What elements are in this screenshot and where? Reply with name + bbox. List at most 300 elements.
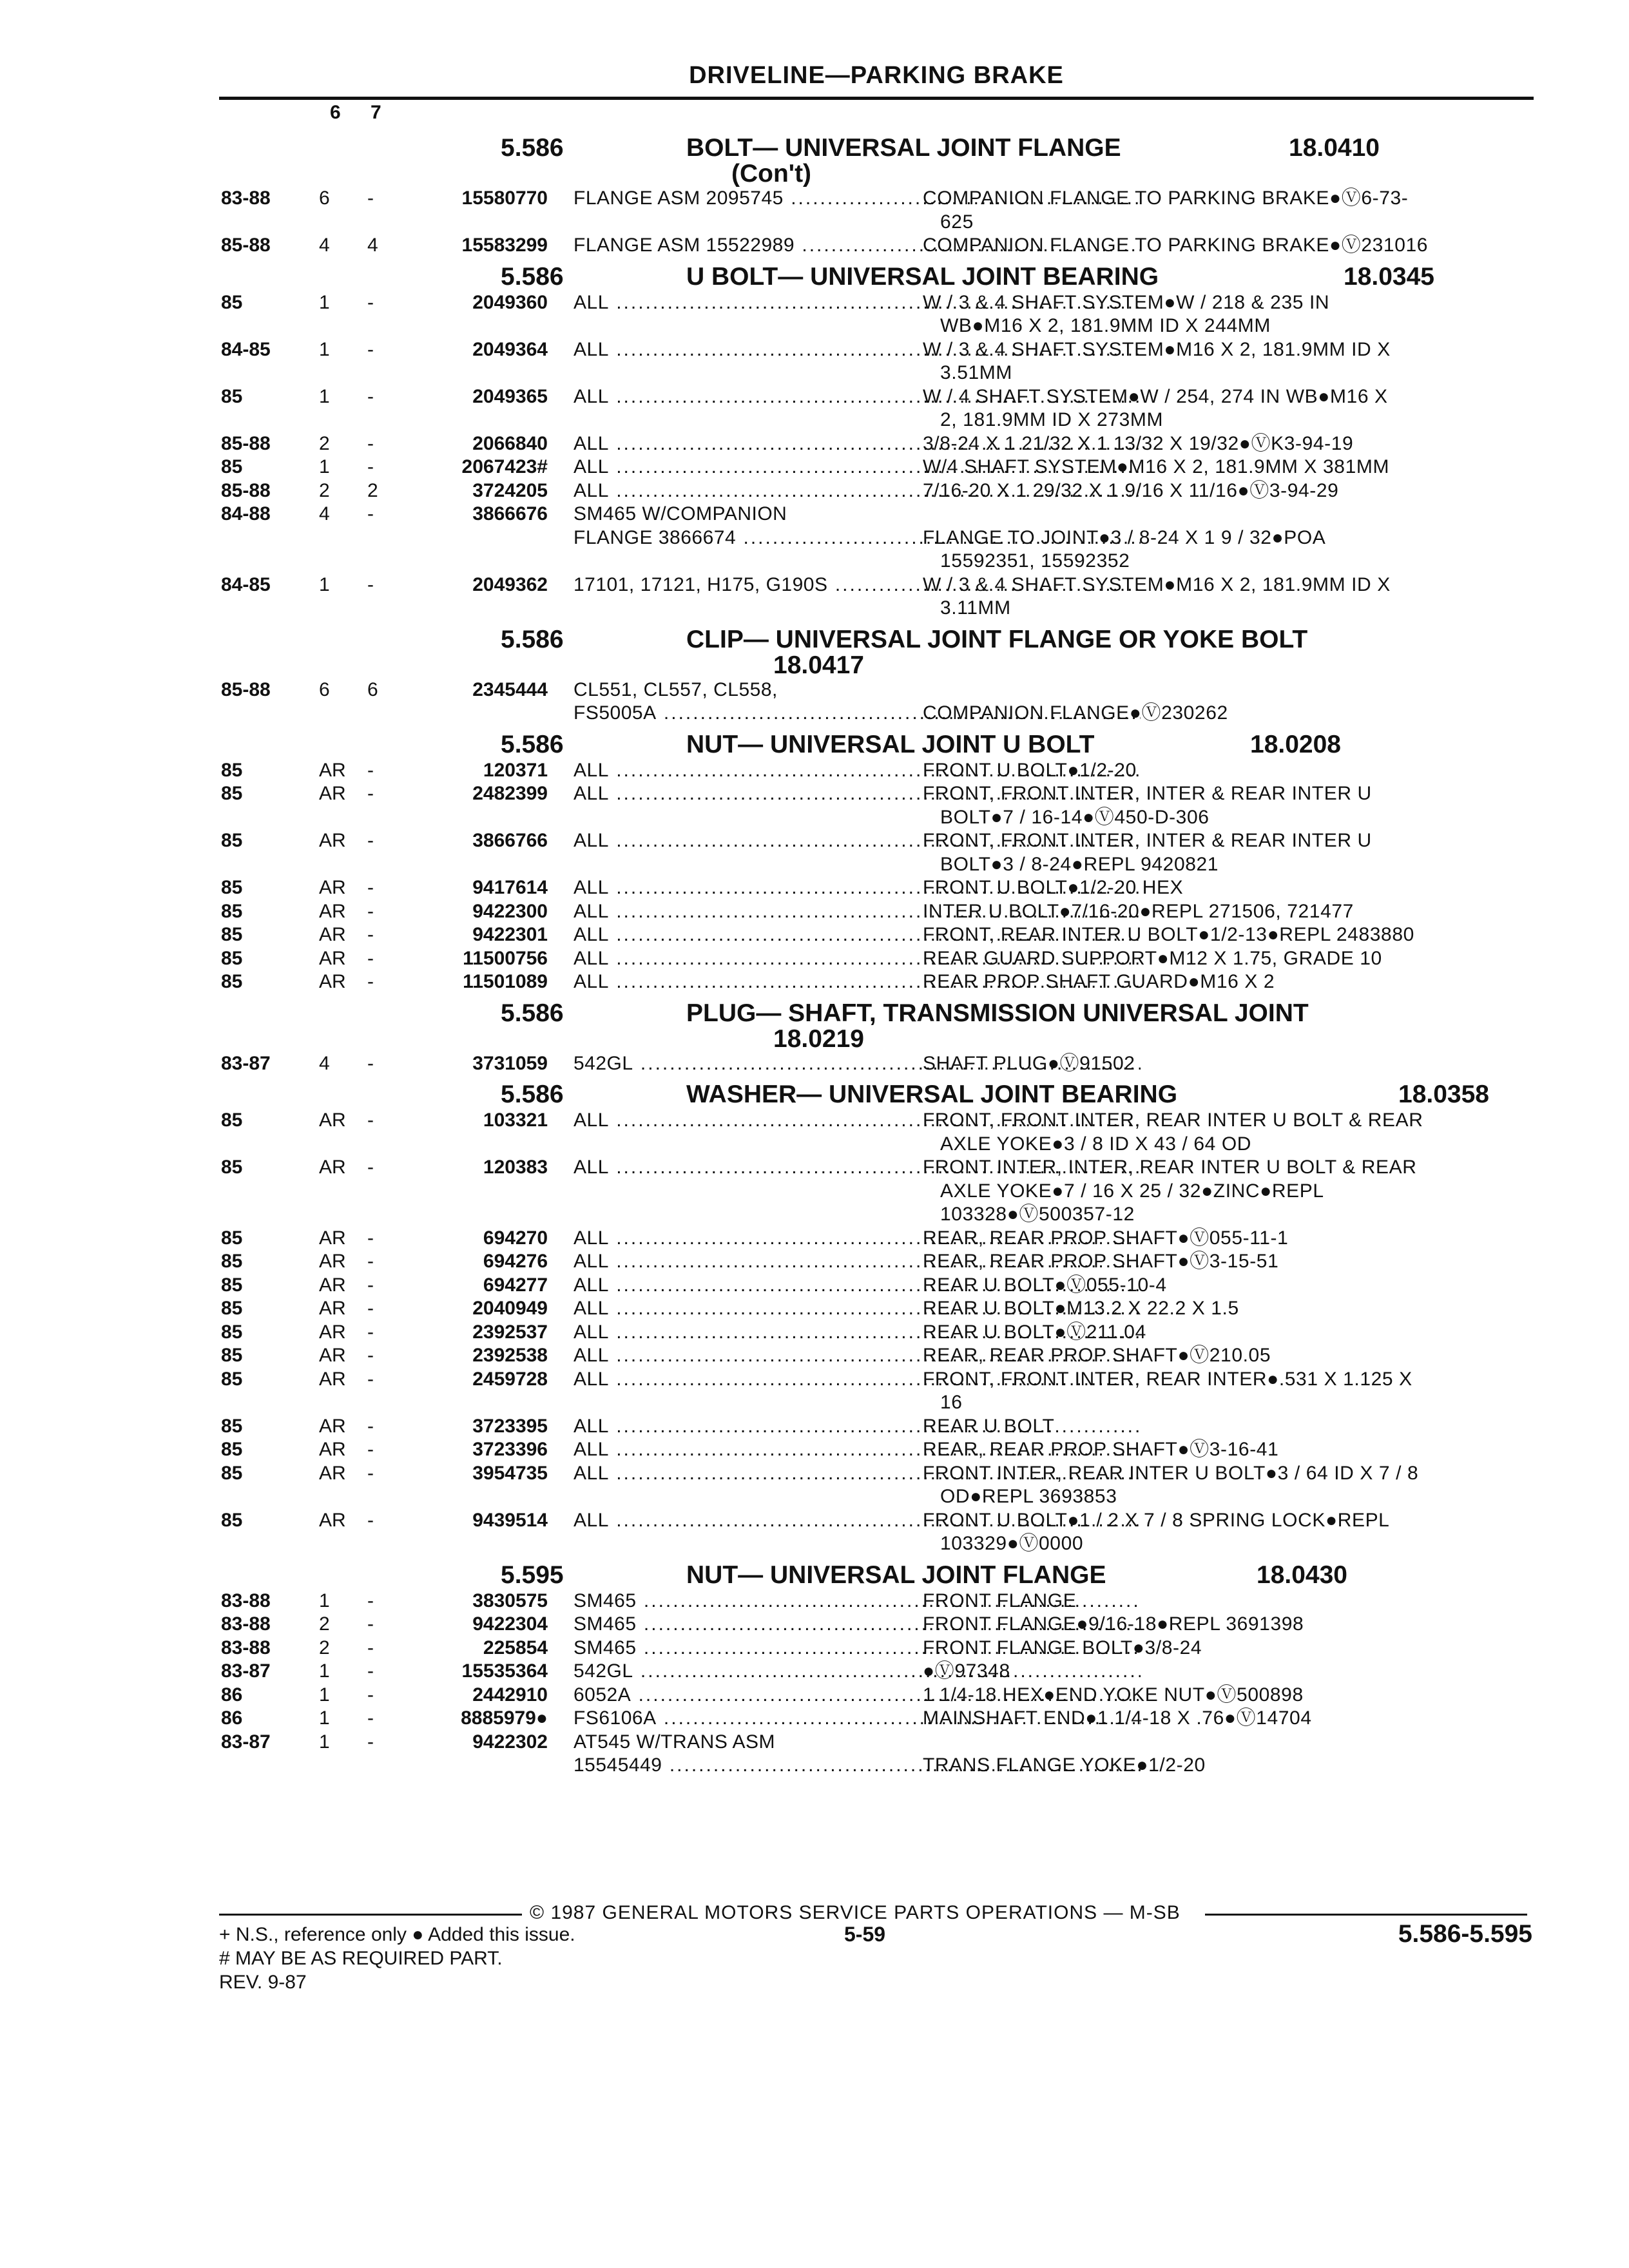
description-line: 103329●Ⓥ0000	[940, 1533, 1084, 1554]
model-years: 85	[221, 1439, 243, 1460]
quantity-7: -	[367, 573, 374, 595]
quantity-7: -	[367, 1251, 374, 1272]
section-code: 18.0410	[1289, 134, 1380, 162]
quantity-6: AR	[319, 1251, 346, 1272]
model-line: 15545449 .....	[574, 1754, 1141, 1778]
part-description	[923, 1368, 1541, 1415]
parts-row	[219, 1613, 1534, 1637]
model-line: ALL .....	[574, 1227, 1141, 1251]
parts-row	[219, 782, 1534, 829]
parts-row	[219, 876, 1534, 900]
quantity-7: -	[367, 1439, 374, 1460]
quantity-7: -	[367, 759, 374, 781]
part-number: 225854	[483, 1637, 548, 1658]
description-line: ●Ⓥ97348	[923, 1660, 1010, 1682]
description-line: FRONT, FRONT INTER, INTER & REAR INTER U	[923, 830, 1372, 851]
description-line: REAR U BOLT●Ⓥ055-10-4	[923, 1274, 1167, 1296]
model-years: 85	[221, 1321, 243, 1343]
part-description	[923, 1250, 1541, 1274]
parts-row	[219, 234, 1534, 258]
part-number: 2067423#	[461, 456, 548, 477]
parts-row	[219, 1590, 1534, 1613]
parts-row	[219, 1462, 1534, 1509]
quantity-6: AR	[319, 1227, 346, 1249]
quantity-6: 1	[319, 1684, 330, 1706]
quantity-7: -	[367, 432, 374, 454]
quantity-7: -	[367, 971, 374, 992]
part-number: 2066840	[472, 432, 548, 454]
description-line: REAR GUARD SUPPORT●M12 X 1.75, GRADE 10	[923, 947, 1382, 969]
quantity-7: -	[367, 338, 374, 360]
model-line: 6052A .....	[574, 1684, 1141, 1707]
model-years: 85	[221, 971, 243, 992]
part-number: 2442910	[472, 1684, 548, 1706]
quantity-6: AR	[319, 1110, 346, 1131]
description-line: BOLT●7 / 16-14●Ⓥ450-D-306	[940, 806, 1210, 828]
parts-row	[219, 1250, 1534, 1274]
quantity-6: 1	[319, 338, 330, 360]
section-title: BOLT— UNIVERSAL JOINT FLANGE	[686, 134, 1121, 162]
description-line: AXLE YOKE●3 / 8 ID X 43 / 64 OD	[940, 1133, 1252, 1155]
description-line: BOLT●3 / 8-24●REPL 9420821	[940, 853, 1219, 875]
quantity-7: -	[367, 1462, 374, 1484]
model-years: 85	[221, 877, 243, 898]
description-line: 16	[940, 1392, 963, 1413]
section-header	[219, 732, 1534, 759]
column-heading-1: 6	[330, 102, 341, 123]
part-number: 120371	[483, 759, 548, 781]
quantity-7: -	[367, 1731, 374, 1753]
description-line: OD●REPL 3693853	[940, 1486, 1117, 1507]
model-line: SM465 .....	[574, 1613, 1141, 1637]
model-years: 85	[221, 1251, 243, 1272]
model-line: ALL .....	[574, 1438, 1141, 1462]
parts-row	[219, 1297, 1534, 1321]
model-line: ALL .....	[574, 1250, 1141, 1274]
model-line: ALL .....	[574, 291, 1141, 315]
section-title: WASHER— UNIVERSAL JOINT BEARING	[686, 1081, 1178, 1108]
parts-row	[219, 970, 1534, 994]
parts-row	[219, 900, 1534, 924]
description-line: 2, 181.9MM ID X 273MM	[940, 409, 1164, 430]
part-number: 9422302	[472, 1731, 548, 1753]
quantity-6: AR	[319, 1462, 346, 1484]
footer-rule-right	[1205, 1914, 1527, 1916]
model-line: ALL .....	[574, 1462, 1141, 1486]
part-number: 694270	[483, 1227, 548, 1249]
section-number: 5.586	[501, 1081, 564, 1108]
quantity-6: AR	[319, 830, 346, 851]
model-years: 85	[221, 291, 243, 313]
description-line: W / 3 & 4 SHAFT SYSTEM●M16 X 2, 181.9MM ID X	[923, 338, 1391, 360]
section-number: 5.586	[501, 999, 564, 1027]
quantity-7: 2	[367, 479, 378, 501]
part-description	[923, 503, 1541, 573]
model-years: 86	[221, 1707, 243, 1729]
page-title: DRIVELINE—PARKING BRAKE	[689, 62, 1064, 89]
part-number: 8885979●	[461, 1707, 548, 1729]
model-line: SM465 .....	[574, 1637, 1141, 1660]
parts-row	[219, 1109, 1534, 1156]
model-years: 85	[221, 1274, 243, 1296]
parts-row	[219, 947, 1534, 971]
part-description	[923, 1590, 1541, 1613]
quantity-6: AR	[319, 1157, 346, 1178]
section-number: 5.595	[501, 1561, 564, 1589]
model-years: 85	[221, 900, 243, 922]
revision-label: REV. 9-87	[219, 1972, 307, 1993]
part-number: 3954735	[472, 1462, 548, 1484]
quantity-6: AR	[319, 1345, 346, 1366]
model-years: 83-87	[221, 1052, 271, 1074]
model-years: 83-87	[221, 1731, 271, 1753]
model-years: 83-88	[221, 187, 271, 209]
section-title: CLIP— UNIVERSAL JOINT FLANGE OR YOKE BOLT	[686, 625, 1308, 653]
part-number: 11500756	[463, 947, 548, 969]
quantity-7: -	[367, 1052, 374, 1074]
header-rule	[219, 97, 1534, 100]
part-number: 120383	[483, 1157, 548, 1178]
quantity-7: -	[367, 1684, 374, 1706]
model-years: 85	[221, 1345, 243, 1366]
model-years: 85	[221, 1227, 243, 1249]
model-years: 85	[221, 1462, 243, 1484]
model-years: 84-88	[221, 503, 271, 524]
description-line: REAR U BOLT●Ⓥ211.04	[923, 1321, 1146, 1343]
quantity-7: -	[367, 900, 374, 922]
quantity-6: AR	[319, 759, 346, 781]
parts-row	[219, 923, 1534, 947]
model-line: ALL .....	[574, 759, 1141, 783]
model-years: 85	[221, 1368, 243, 1390]
part-description	[923, 1415, 1541, 1439]
description-line: FRONT, FRONT INTER, REAR INTER U BOLT & REAR	[923, 1110, 1423, 1131]
part-description	[923, 1462, 1541, 1509]
quantity-7: -	[367, 1321, 374, 1343]
part-description	[923, 1684, 1541, 1707]
section-header	[219, 135, 1534, 187]
quantity-7: -	[367, 1637, 374, 1658]
parts-row	[219, 1707, 1534, 1731]
section-title: NUT— UNIVERSAL JOINT U BOLT	[686, 730, 1095, 758]
part-description	[923, 1660, 1541, 1684]
part-description	[923, 1731, 1541, 1778]
description-line: FRONT, FRONT INTER, REAR INTER●.531 X 1.125 X	[923, 1368, 1412, 1390]
section-code: 18.0208	[1250, 730, 1341, 758]
part-description	[923, 1227, 1541, 1251]
quantity-6: AR	[319, 1368, 346, 1390]
model-line: 17101, 17121, H175, G190S .....	[574, 573, 1141, 597]
quantity-6: AR	[319, 877, 346, 898]
model-years: 85	[221, 759, 243, 781]
quantity-6: AR	[319, 1298, 346, 1319]
parts-row	[219, 385, 1534, 432]
quantity-6: 2	[319, 479, 330, 501]
part-description	[923, 432, 1541, 456]
quantity-6: AR	[319, 1274, 346, 1296]
quantity-7: -	[367, 1227, 374, 1249]
quantity-7: -	[367, 456, 374, 477]
description-line: COMPANION FLANGE TO PARKING BRAKE●Ⓥ6-73-	[923, 187, 1409, 209]
model-line: 542GL .....	[574, 1660, 1141, 1684]
model-line: ALL .....	[574, 432, 1141, 456]
footer-rule-left	[219, 1914, 522, 1916]
model-years: 85	[221, 924, 243, 945]
description-line	[923, 503, 1541, 526]
model-line: ALL .....	[574, 1509, 1141, 1533]
model-line: ALL .....	[574, 1415, 1141, 1439]
model-line: FS5005A .....	[574, 702, 1141, 726]
part-description	[923, 1274, 1541, 1298]
quantity-6: AR	[319, 1321, 346, 1343]
part-number: 3724205	[472, 479, 548, 501]
quantity-7: 6	[367, 678, 378, 700]
section-code: 18.0430	[1257, 1561, 1347, 1589]
part-description	[923, 1156, 1541, 1227]
quantity-7: -	[367, 1590, 374, 1611]
quantity-7: -	[367, 1157, 374, 1178]
description-line	[923, 1731, 1541, 1754]
quantity-6: 1	[319, 385, 330, 407]
quantity-7: -	[367, 1274, 374, 1296]
model-years: 86	[221, 1684, 243, 1706]
description-line: 3.51MM	[940, 362, 1012, 383]
part-number: 2392538	[472, 1345, 548, 1366]
part-number: 9422300	[472, 900, 548, 922]
quantity-7: -	[367, 924, 374, 945]
part-number: 9417614	[472, 877, 548, 898]
quantity-7: -	[367, 783, 374, 804]
description-line: 3/8-24 X 1 21/32 X 1 13/32 X 19/32●ⓋK3-94-19	[923, 432, 1354, 454]
description-line: W/4 SHAFT SYSTEM●M16 X 2, 181.9MM X 381MM	[923, 456, 1390, 477]
quantity-6: 1	[319, 1660, 330, 1682]
parts-row	[219, 1684, 1534, 1707]
model-years: 85	[221, 783, 243, 804]
quantity-7: -	[367, 1660, 374, 1682]
part-number: 9422304	[472, 1613, 548, 1635]
model-line: ALL .....	[574, 1368, 1141, 1392]
footer-note: + N.S., reference only ● Added this issue.	[219, 1924, 575, 1945]
part-description	[923, 678, 1541, 726]
model-line: ALL .....	[574, 1297, 1141, 1321]
model-line: ALL .....	[574, 782, 1141, 806]
model-line: CL551, CL557, CL558,	[574, 678, 778, 700]
part-description	[923, 759, 1541, 783]
section-number: 5.586	[501, 730, 564, 758]
quantity-7: -	[367, 1415, 374, 1437]
model-line: ALL .....	[574, 923, 1141, 947]
description-line: FRONT FLANGE BOLT●3/8-24	[923, 1637, 1202, 1658]
description-line: COMPANION FLANGE TO PARKING BRAKE●Ⓥ231016	[923, 235, 1429, 256]
model-line: ALL .....	[574, 456, 1141, 479]
description-line: AXLE YOKE●7 / 16 X 25 / 32●ZINC●REPL	[940, 1180, 1324, 1202]
part-description	[923, 829, 1541, 876]
model-years: 85	[221, 1157, 243, 1178]
section-header	[219, 264, 1534, 291]
model-line: ALL .....	[574, 947, 1141, 971]
description-line: FLANGE TO JOINT●3 / 8-24 X 1 9 / 32●POA	[923, 526, 1326, 548]
part-number: 15580770	[461, 187, 548, 209]
part-number: 2049362	[472, 573, 548, 595]
footer-copyright: © 1987 GENERAL MOTORS SERVICE PARTS OPERATIONS — M-SB	[530, 1902, 1181, 1923]
model-years: 85	[221, 1509, 243, 1531]
description-line: FRONT INTER, INTER, REAR INTER U BOLT & REAR	[923, 1157, 1417, 1178]
column-heading-2: 7	[371, 102, 381, 123]
part-description	[923, 1321, 1541, 1345]
part-number: 103321	[483, 1110, 548, 1131]
description-line: MAINSHAFT END●1 1/4-18 X .76●Ⓥ14704	[923, 1707, 1312, 1729]
quantity-7: -	[367, 947, 374, 969]
model-years: 85	[221, 385, 243, 407]
part-description	[923, 970, 1541, 994]
parts-row	[219, 1344, 1534, 1368]
section-title: NUT— UNIVERSAL JOINT FLANGE	[686, 1561, 1106, 1589]
quantity-7: -	[367, 187, 374, 209]
quantity-6: AR	[319, 924, 346, 945]
part-description	[923, 456, 1541, 479]
quantity-6: AR	[319, 971, 346, 992]
part-number: 3866766	[472, 830, 548, 851]
part-number: 9439514	[472, 1509, 548, 1531]
model-line: ALL .....	[574, 1321, 1141, 1345]
model-years: 85	[221, 456, 243, 477]
description-line: W / 3 & 4 SHAFT SYSTEM●M16 X 2, 181.9MM ID X	[923, 573, 1391, 595]
description-line	[923, 678, 1541, 702]
part-number: 2482399	[472, 783, 548, 804]
description-line: REAR, REAR PROP SHAFT●Ⓥ210.05	[923, 1345, 1271, 1366]
part-description	[923, 1707, 1541, 1731]
model-line: ALL .....	[574, 479, 1141, 503]
parts-row	[219, 1321, 1534, 1345]
quantity-7: -	[367, 1368, 374, 1390]
parts-row	[219, 1227, 1534, 1251]
part-description	[923, 923, 1541, 947]
quantity-7: -	[367, 1298, 374, 1319]
quantity-7: -	[367, 503, 374, 524]
quantity-6: 2	[319, 1613, 330, 1635]
model-line: ALL .....	[574, 829, 1141, 853]
page-header	[219, 62, 1534, 101]
section-header	[219, 1562, 1534, 1590]
quantity-6: 1	[319, 1707, 330, 1729]
description-line: FRONT U BOLT●1 / 2 X 7 / 8 SPRING LOCK●REPL	[923, 1509, 1390, 1531]
footer-note: # MAY BE AS REQUIRED PART.	[219, 1948, 503, 1969]
footer-notes	[219, 1923, 575, 1994]
model-line: FLANGE ASM 15522989 .....	[574, 234, 1141, 258]
parts-row	[219, 1052, 1534, 1076]
quantity-6: 1	[319, 1590, 330, 1611]
parts-row	[219, 1438, 1534, 1462]
description-line: REAR U BOLT	[923, 1415, 1055, 1437]
part-description	[923, 479, 1541, 503]
model-years: 83-87	[221, 1660, 271, 1682]
parts-row	[219, 187, 1534, 234]
parts-row	[219, 678, 1534, 726]
description-line: 1 1/4-18 HEX●END YOKE NUT●Ⓥ500898	[923, 1684, 1304, 1706]
description-line: REAR PROP SHAFT GUARD●M16 X 2	[923, 971, 1275, 992]
model-years: 85	[221, 1110, 243, 1131]
part-description	[923, 573, 1541, 620]
section-title: PLUG— SHAFT, TRANSMISSION UNIVERSAL JOINT	[686, 999, 1309, 1027]
part-description	[923, 234, 1541, 258]
part-number: 2040949	[472, 1298, 548, 1319]
description-line: REAR, REAR PROP SHAFT●Ⓥ3-15-51	[923, 1251, 1279, 1272]
page-number: 5-59	[844, 1923, 886, 1946]
description-line: FRONT FLANGE●9/16-18●REPL 3691398	[923, 1613, 1304, 1635]
parts-row	[219, 1368, 1534, 1415]
description-line: REAR U BOLT●M13.2 X 22.2 X 1.5	[923, 1298, 1239, 1319]
model-line: AT545 W/TRANS ASM	[574, 1731, 776, 1753]
model-years: 85	[221, 1415, 243, 1437]
quantity-6: AR	[319, 783, 346, 804]
parts-row	[219, 1660, 1534, 1684]
section-subtitle: (Con't)	[731, 160, 812, 187]
part-description	[923, 1297, 1541, 1321]
quantity-6: 1	[319, 291, 330, 313]
part-number: 3830575	[472, 1590, 548, 1611]
description-line: W / 4 SHAFT SYSTEM●W / 254, 274 IN WB●M16 X	[923, 385, 1388, 407]
section-code: 18.0417	[773, 651, 864, 679]
part-description	[923, 338, 1541, 385]
part-number: 3723396	[472, 1439, 548, 1460]
section-header	[219, 1001, 1534, 1052]
model-line: ALL .....	[574, 876, 1141, 900]
part-number: 2049364	[472, 338, 548, 360]
description-line: FRONT U BOLT●1/2-20	[923, 759, 1137, 781]
quantity-6: 2	[319, 1637, 330, 1658]
part-description	[923, 1109, 1541, 1156]
section-code: 18.0358	[1398, 1081, 1489, 1108]
model-years: 85-88	[221, 678, 271, 700]
section-number: 5.586	[501, 134, 564, 162]
description-line: 7/16-20 X 1 29/32 X 1 9/16 X 11/16●Ⓥ3-94-29	[923, 479, 1339, 501]
section-code: 18.0345	[1344, 262, 1434, 291]
quantity-7: -	[367, 291, 374, 313]
parts-row	[219, 432, 1534, 456]
section-header	[219, 627, 1534, 678]
model-line: 542GL .....	[574, 1052, 1141, 1076]
model-line: FS6106A .....	[574, 1707, 1141, 1731]
part-description	[923, 1052, 1541, 1076]
model-years: 83-88	[221, 1590, 271, 1611]
model-line: ALL .....	[574, 1344, 1141, 1368]
parts-row	[219, 759, 1534, 783]
part-description	[923, 782, 1541, 829]
description-line: REAR, REAR PROP SHAFT●Ⓥ055-11-1	[923, 1227, 1289, 1249]
model-line: ALL .....	[574, 338, 1141, 362]
quantity-7: -	[367, 1707, 374, 1729]
part-description	[923, 876, 1541, 900]
parts-row	[219, 1274, 1534, 1298]
part-description	[923, 1344, 1541, 1368]
part-number: 694277	[483, 1274, 548, 1296]
model-years: 85	[221, 1298, 243, 1319]
description-line: W / 3 & 4 SHAFT SYSTEM●W / 218 & 235 IN	[923, 291, 1330, 313]
model-years: 85-88	[221, 479, 271, 501]
model-line: ALL .....	[574, 1156, 1141, 1180]
parts-row	[219, 456, 1534, 479]
description-line: FRONT INTER, REAR INTER U BOLT●3 / 64 ID X 7 / 8	[923, 1462, 1419, 1484]
part-number: 3866676	[472, 503, 548, 524]
model-years: 83-88	[221, 1637, 271, 1658]
quantity-6: 1	[319, 456, 330, 477]
section-number: 5.586	[501, 262, 564, 291]
part-description	[923, 385, 1541, 432]
part-number: 11501089	[463, 971, 548, 992]
parts-catalog	[219, 129, 1534, 1778]
parts-row	[219, 1509, 1534, 1556]
description-line: FRONT, FRONT INTER, INTER & REAR INTER U	[923, 783, 1372, 804]
